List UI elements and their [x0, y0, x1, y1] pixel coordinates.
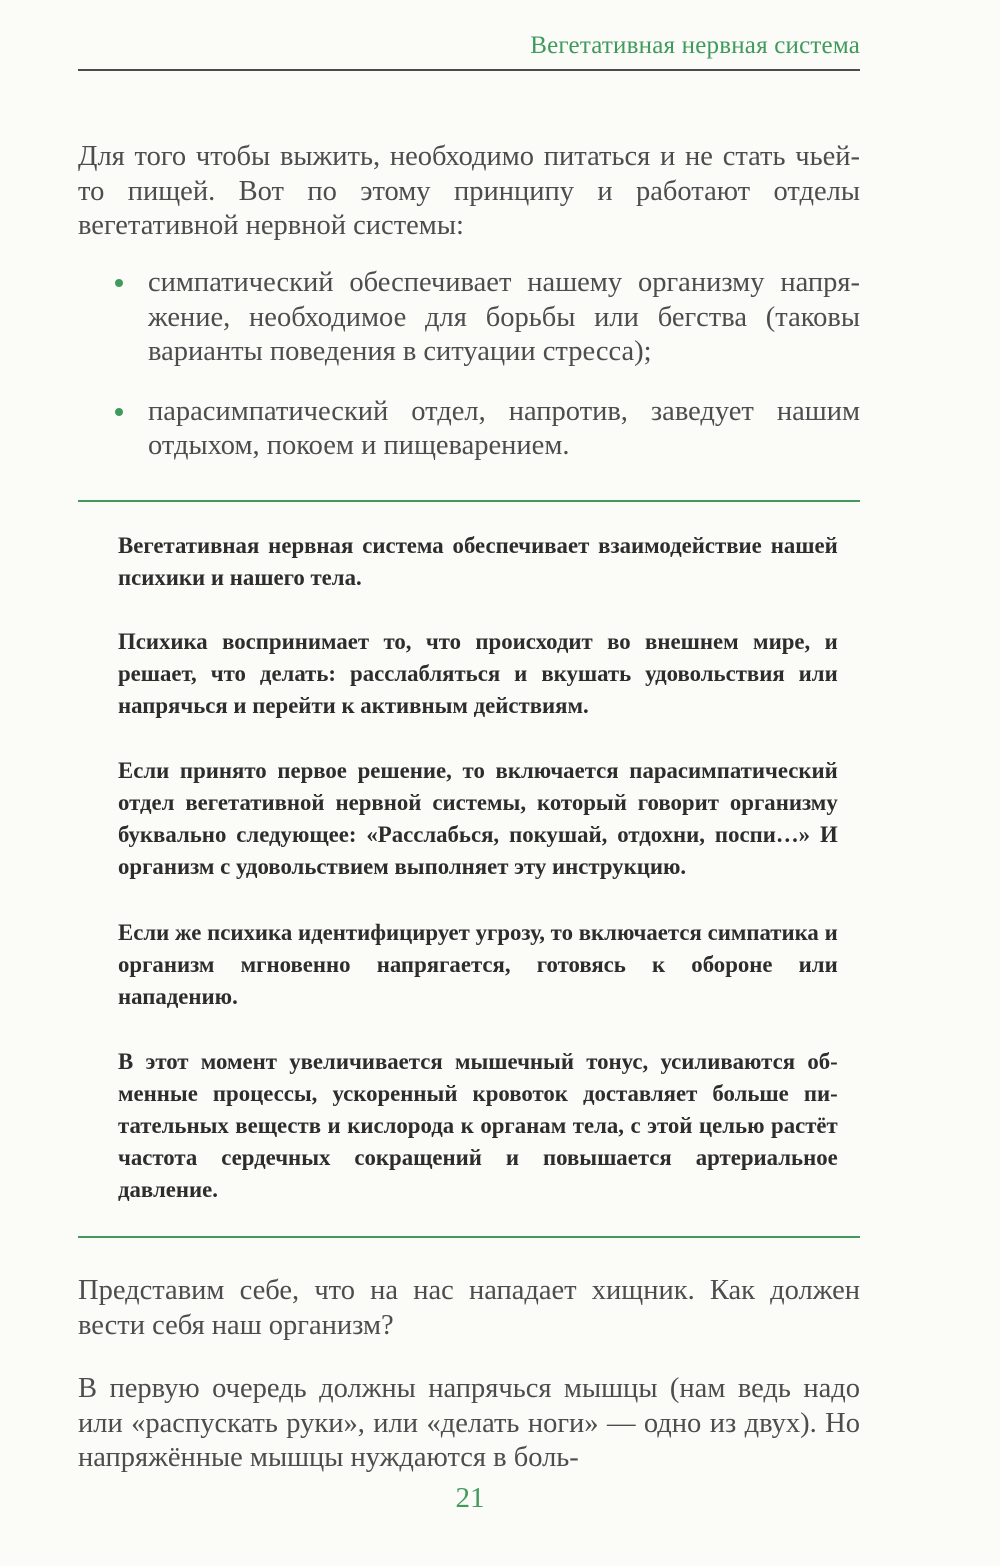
- header-rule: [78, 69, 860, 71]
- box-bottom-rule: [78, 1236, 860, 1238]
- box-paragraph: Если же психика идентифицирует угрозу, то включается симпатика и организм мгновенно напрягается, готовясь к обороне или нападению.: [118, 920, 838, 1010]
- box-paragraph: В этот момент увеличивается мышечный тонус, усиливаются обменные процессы, ускоренный кровоток доставляет больше питательных веществ и кислорода к органам тела, с этой целью растёт частота сердечных сокращений и повышается артериальное давление.: [118, 1049, 838, 1203]
- box-top-rule: [78, 500, 860, 502]
- bullet-text: парасимпатический отдел, напротив, заведует нашим отдыхом, покоем и пищеварением.: [148, 395, 860, 461]
- predator-paragraph: Представим себе, что на нас нападает хищник. Как должен вести себя наш организм?: [78, 1275, 860, 1341]
- muscles-paragraph: В первую очередь должны напрячься мышцы (нам ведь надо или «распускать руки», или «делать ноги» — одно из двух). Но напряжённые мышцы нуждаются в боль-: [78, 1373, 860, 1473]
- box-paragraph: Если принято первое решение, то включается парасимпатический отдел вегетативной нервной системы, который говорит организму буквально следующее: «Расслабься, покушай, отдохни, поспи…» И организм с удовольствием выполняет эту инструкцию.: [118, 758, 838, 880]
- box-paragraph: Вегетативная нервная система обеспечивает взаимодействие нашей психики и нашего тела.: [118, 533, 838, 591]
- bullet-item-parasympathetic: [78, 395, 860, 464]
- bullet-dot-icon: [115, 408, 123, 416]
- bullet-dot-icon: [115, 279, 123, 287]
- page-number: 21: [455, 1482, 485, 1514]
- bullet-list: [78, 266, 860, 464]
- bullet-item-sympathetic: [78, 266, 860, 370]
- running-header-title: Вегетативная нервная система: [530, 32, 860, 59]
- box-paragraph: Психика воспринимает то, что происходит во внешнем мире, и решает, что делать: расслабляться и вкушать удовольствия или напрячься и перейти к активным действиям.: [118, 629, 838, 719]
- bullet-text: симпатический обеспечивает нашему организму напряжение, необходимое для борьбы или бегства (таковы варианты поведения в ситуации стресса);: [148, 267, 860, 367]
- intro-paragraph: Для того чтобы выжить, необходимо питаться и не стать чьей-то пищей. Вот по этому принципу и работают отделы вегетативной нервной системы:: [78, 141, 860, 241]
